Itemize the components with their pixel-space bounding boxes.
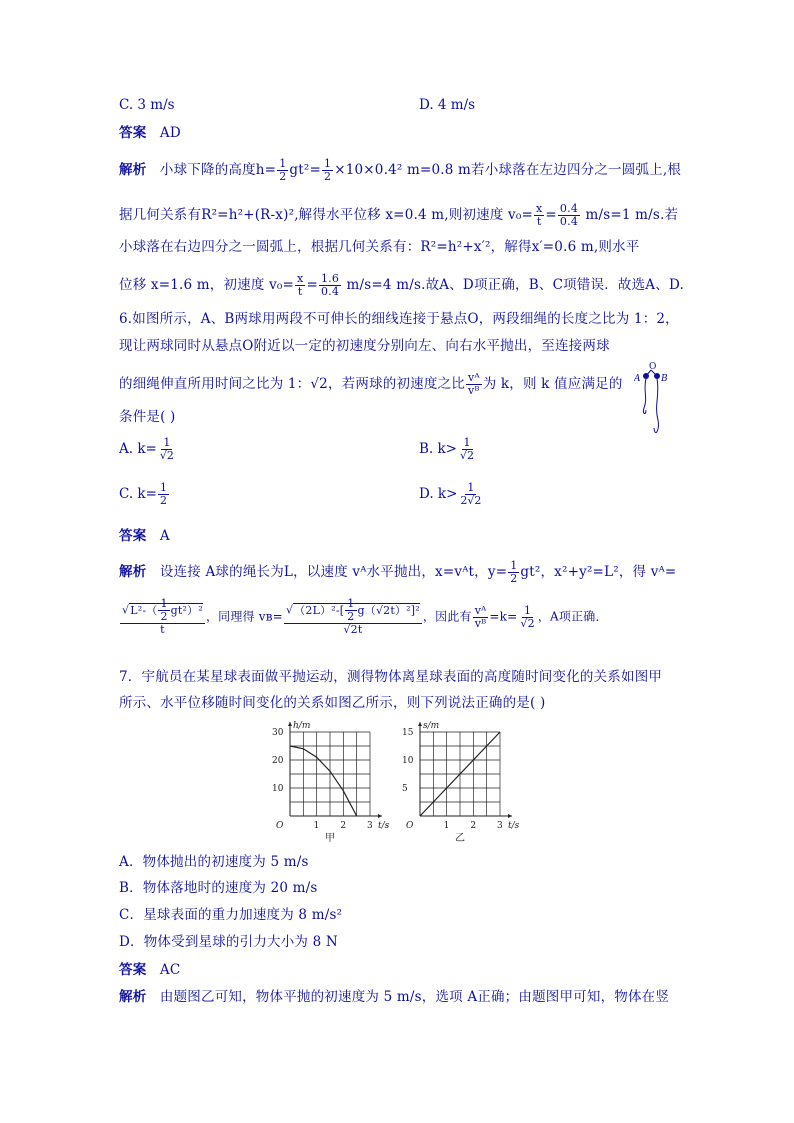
chart-caption: 乙 xyxy=(455,833,465,843)
velocity-ratio: $\frac{\text{vᴬ}}{\text{vᴮ}}$ xyxy=(467,371,480,397)
velocity-ratio: $\frac{\text{vᴬ}}{\text{vᴮ}}$ xyxy=(474,603,487,630)
x-axis-label: t/s xyxy=(378,821,390,831)
x-tick-label: 2 xyxy=(470,821,477,831)
q7-answer-line xyxy=(119,961,180,979)
q6-stem-line-4: 条件是( ) xyxy=(119,409,176,425)
chart-caption: 甲 xyxy=(325,833,335,843)
y-axis-arrow xyxy=(288,722,292,726)
stem-text: 为 k，则 k 值应满足的 xyxy=(482,376,623,392)
origin-label: O xyxy=(406,821,414,831)
x-axis-label: t/s xyxy=(508,821,520,831)
q6-stem-line-1: 6.如图所示，A、B两球用两段不可伸长的细线连接于悬点O，两段细绳的长度之比为 1：2， xyxy=(119,311,679,327)
q5-option-c: C. 3 m/s xyxy=(119,97,175,113)
answer-label: 答案 xyxy=(119,962,147,978)
vb-expression: √（2L）²-[ $\frac{1}{2}$ g（√2t）²]² √2t xyxy=(285,597,420,636)
y-tick-label: 15 xyxy=(402,728,414,738)
x-tick-label: 3 xyxy=(497,821,503,831)
origin-label: O xyxy=(276,821,284,831)
q6-option-b: B. k> $\frac{1}{√2}$ xyxy=(419,436,475,462)
solution-text: gt²，x²+y²=L²，得 vᴬ= xyxy=(520,564,677,580)
stem-text: 的细绳伸直所用时间之比为 1：√2，若两球的初速度之比 xyxy=(119,376,465,392)
series-line xyxy=(290,746,357,816)
x-axis-arrow xyxy=(378,814,382,818)
q7-solution-line-1 xyxy=(119,988,669,1006)
q5-solution-line-4: 位移 x=1.6 m，初速度 v₀= $\frac{x}{t}$ = $\frac{1.6}{0.4}$ m/s=4 m/s.故A、D项正确，B、C项错误．故选A、D. xyxy=(119,272,684,298)
analysis-label: 解析 xyxy=(119,564,147,580)
fraction: $\frac{1.6}{0.4}$ xyxy=(320,272,340,298)
label-b: B xyxy=(661,374,668,384)
q7-option-d: D．物体受到星球的引力大小为 8 N xyxy=(119,934,338,950)
answer-value: AD xyxy=(159,125,181,141)
solution-text: 小球下降的高度h= xyxy=(159,162,277,178)
answer-label: 答案 xyxy=(119,125,147,141)
solution-text: 位移 x=1.6 m，初速度 v₀= xyxy=(119,277,295,293)
y-tick-label: 30 xyxy=(272,728,284,738)
solution-text: 由题图乙可知，物体平抛的初速度为 5 m/s，选项 A正确；由题图甲可知，物体在竖 xyxy=(159,989,670,1005)
q7-option-c: C．星球表面的重力加速度为 8 m/s² xyxy=(119,907,343,923)
q5-solution-line-1 xyxy=(119,158,681,183)
fraction: $\frac{0.4}{0.4}$ xyxy=(559,202,579,228)
q7-option-b: B．物体落地时的速度为 20 m/s xyxy=(119,880,318,896)
y-axis-arrow xyxy=(418,722,422,726)
x-tick-label: 2 xyxy=(340,821,347,831)
y-axis-label: s/m xyxy=(423,721,440,731)
solution-text: ，A项正确． xyxy=(537,609,608,624)
analysis-label: 解析 xyxy=(119,162,147,178)
q5-option-d: D. 4 m/s xyxy=(419,97,476,113)
solution-text: ，同理得 vʙ= xyxy=(205,609,283,624)
solution-text: m/s=4 m/s.故A、D项正确，B、C项错误．故选A、D. xyxy=(346,277,684,293)
q6-stem-line-3 xyxy=(119,372,623,397)
x-tick-label: 1 xyxy=(313,821,320,831)
answer-label: 答案 xyxy=(119,528,147,544)
answer-value: AC xyxy=(159,962,181,978)
label-a: A xyxy=(634,374,641,384)
q7-stem-line-1: 7．宇航员在某星球表面做平抛运动，测得物体离星球表面的高度随时间变化的关系如图甲 xyxy=(119,669,663,685)
solution-text: =k= xyxy=(489,609,518,624)
analysis-label: 解析 xyxy=(119,989,147,1005)
solution-text: ，因此有 xyxy=(422,609,472,624)
solution-text: 据几何关系有R²=h²+(R-x)²,解得水平位移 x=0.4 m,则初速度 v₀= xyxy=(119,207,533,223)
q5-solution-line-3: 小球落在右边四分之一圆弧上，根据几何关系有：R²=h²+x′²，解得x′=0.6 m,则水平 xyxy=(119,239,640,255)
fraction: $\frac{1}{2}$ xyxy=(324,157,332,183)
fraction: $\frac{x}{t}$ xyxy=(297,272,304,298)
y-tick-label: 10 xyxy=(402,756,414,766)
solution-text: m/s=1 m/s.若 xyxy=(585,207,679,223)
fraction: $\frac{x}{t}$ xyxy=(536,202,543,228)
label-o: O xyxy=(649,362,657,372)
x-axis-arrow xyxy=(508,814,512,818)
y-tick-label: 5 xyxy=(402,784,408,794)
displacement-time-chart xyxy=(400,718,530,843)
q5-solution-line-2: 据几何关系有R²=h²+(R-x)²,解得水平位移 x=0.4 m,则初速度 v₀= $\frac{x}{t}$ = $\frac{0.4}{0.4}$ m/s=1 m/s.若 xyxy=(119,202,679,228)
solution-text: gt²= xyxy=(289,162,321,178)
x-tick-label: 1 xyxy=(443,821,450,831)
q6-answer-line xyxy=(119,527,170,545)
y-axis-label: h/m xyxy=(293,721,311,731)
va-expression: √L²-（ $\frac{1}{2}$ gt²）² t xyxy=(122,597,203,636)
q6-solution-line-2: √L²-（ $\frac{1}{2}$ gt²）² t ，同理得 vʙ= √（2L）²-[ $\frac{1}{2}$ g（√2t）²]² √2t ，因此有 $\frac{\text{vᴬ}}{\text{vᴮ}}$ =k= $\frac{1}{√2}$ ，A项正确． xyxy=(122,597,608,636)
q6-option-a: A. k= $\frac{1}{√2}$ xyxy=(119,436,174,462)
height-time-chart xyxy=(270,718,400,843)
q6-option-d: D. k> $\frac{1}{2√2}$ xyxy=(419,481,482,507)
q7-stem-line-2: 所示、水平位移随时间变化的关系如图乙所示，则下列说法正确的是( ) xyxy=(119,695,546,711)
y-tick-label: 20 xyxy=(272,756,284,766)
q6-stem-line-2: 现让两球同时从悬点O附近以一定的初速度分别向左、向右水平抛出，至连接两球 xyxy=(119,338,610,354)
q5-answer-line xyxy=(119,124,181,142)
pendulum-figure xyxy=(634,360,674,440)
q6-option-c: C. k= $\frac{1}{2}$ xyxy=(119,481,167,507)
x-tick-label: 3 xyxy=(367,821,373,831)
q6-solution-line-1: 解析 设连接 A球的绳长为L，以速度 vᴬ水平抛出，x=vᴬt，y= $\frac{1}{2}$ gt²，x²+y²=L²，得 vᴬ= xyxy=(119,559,677,585)
y-tick-label: 10 xyxy=(272,784,284,794)
fraction: $\frac{1}{2}$ xyxy=(279,157,287,183)
solution-text: 设连接 A球的绳长为L，以速度 vᴬ水平抛出，x=vᴬt，y= xyxy=(159,564,508,580)
q7-option-a: A．物体抛出的初速度为 5 m/s xyxy=(119,854,309,870)
answer-value: A xyxy=(159,528,170,544)
solution-text: ×10×0.4² m=0.8 m若小球落在左边四分之一圆弧上,根 xyxy=(334,162,682,178)
